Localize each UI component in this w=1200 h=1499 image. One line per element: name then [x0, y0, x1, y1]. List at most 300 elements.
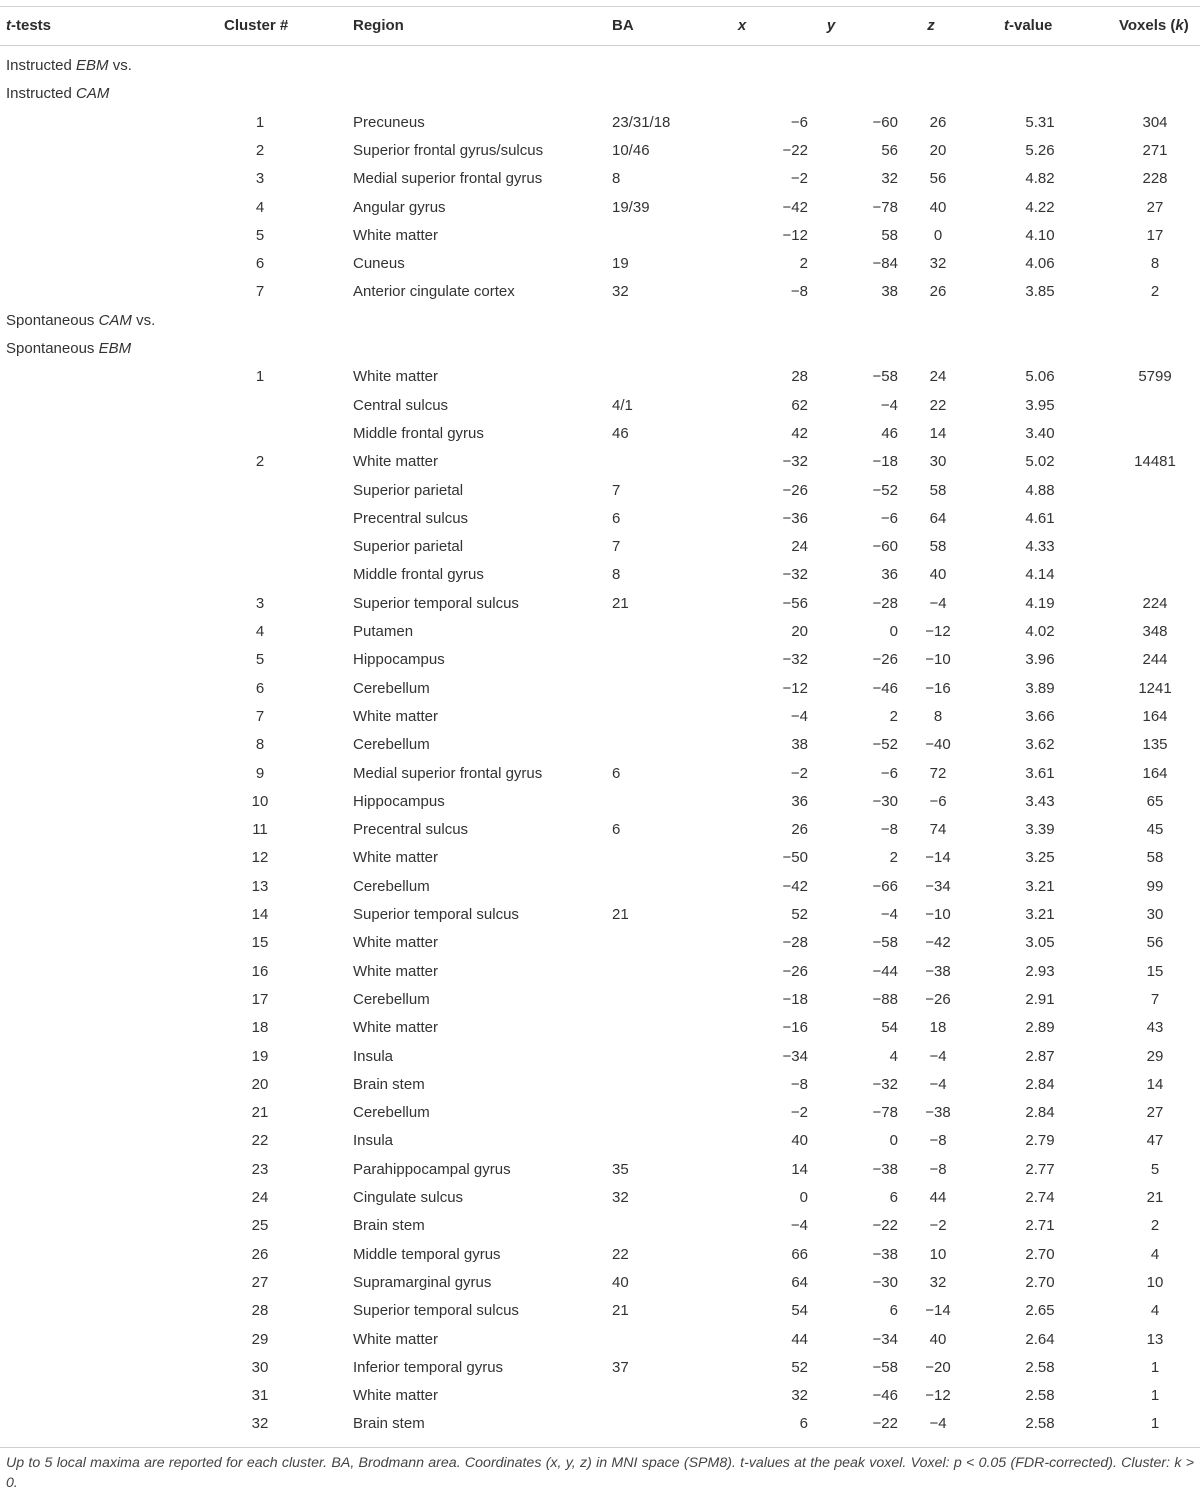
cell-y: −34 [872, 1330, 898, 1348]
cell-y: −4 [880, 396, 898, 414]
cell-t-value: 2.70 [1025, 1245, 1055, 1263]
cell-z: 26 [929, 283, 947, 301]
cell-x: 32 [791, 1387, 808, 1405]
cell-voxels: 21 [1146, 1189, 1164, 1206]
cell-z: −4 [929, 1075, 947, 1093]
cell-y: 6 [889, 1189, 898, 1206]
cell-y: −58 [872, 368, 898, 386]
cell-region: Superior temporal sulcus [353, 906, 519, 923]
cell-t-value: 3.21 [1025, 906, 1055, 923]
cell-voxels: 43 [1146, 1019, 1164, 1037]
cell-t-value: 3.89 [1025, 679, 1055, 697]
cell-cluster: 15 [251, 934, 269, 952]
cell-cluster: 11 [252, 821, 268, 839]
cell-z: 10 [929, 1245, 947, 1263]
cell-x: 28 [791, 368, 808, 386]
cell-y: −78 [872, 1104, 898, 1122]
cell-region: Hippocampus [353, 651, 445, 669]
cell-region: Parahippocampal gyrus [353, 1160, 511, 1178]
cell-y: −38 [872, 1160, 898, 1178]
cell-x: −36 [782, 509, 808, 527]
cell-voxels: 15 [1146, 962, 1164, 980]
cell-z: 0 [933, 226, 943, 244]
cell-y: 6 [889, 1302, 898, 1320]
cell-cluster: 32 [251, 1415, 269, 1433]
cell-region: Putamen [353, 623, 414, 640]
cell-t-value: 3.40 [1025, 424, 1055, 442]
cell-t-value: 2.65 [1025, 1302, 1055, 1320]
cell-t-value: 2.70 [1025, 1273, 1055, 1291]
cell-voxels: 164 [1142, 707, 1168, 725]
header-voxels: Voxels (k) [1119, 17, 1189, 34]
section-label: Instructed EBM vs. [6, 57, 132, 74]
cell-x: −4 [790, 1217, 808, 1235]
cell-voxels: 99 [1146, 877, 1164, 895]
cell-ba: 21 [612, 594, 629, 612]
cell-region: Brain stem [353, 1217, 425, 1235]
cell-region: Insula [353, 1047, 394, 1065]
cell-t-value: 3.05 [1025, 934, 1055, 952]
cell-ba: 37 [612, 1358, 629, 1376]
cell-y: −22 [872, 1217, 898, 1235]
cell-x: −2 [790, 1104, 808, 1122]
cell-region: Central sulcus [353, 396, 449, 414]
cell-region: Middle temporal gyrus [353, 1245, 501, 1263]
cell-ba: 22 [612, 1245, 629, 1263]
section-label: Instructed CAM [6, 85, 110, 103]
cell-cluster: 3 [255, 594, 265, 612]
cell-cluster: 3 [255, 170, 265, 188]
cell-voxels: 14 [1146, 1075, 1164, 1093]
header-tvalue: t-value [1004, 17, 1053, 34]
cell-z: −16 [925, 679, 951, 697]
cell-voxels: 4 [1150, 1302, 1160, 1320]
cell-y: 4 [889, 1047, 898, 1065]
cell-y: 0 [889, 1132, 898, 1150]
cell-z: 74 [929, 821, 947, 839]
cell-t-value: 3.66 [1025, 707, 1055, 725]
cell-y: −30 [872, 792, 898, 810]
cell-cluster: 4 [255, 198, 265, 216]
cell-t-value: 3.62 [1025, 736, 1055, 754]
cell-t-value: 2.71 [1025, 1217, 1055, 1235]
cell-region: Precuneus [353, 113, 425, 131]
cell-ba: 21 [612, 1302, 629, 1320]
cell-ba: 21 [612, 906, 629, 923]
cell-cluster: 9 [255, 764, 265, 782]
cell-region: Superior temporal sulcus [353, 1302, 519, 1320]
cell-cluster: 17 [251, 990, 269, 1008]
cell-region: White matter [353, 707, 439, 725]
cell-x: −12 [782, 226, 808, 244]
cell-ba: 8 [612, 566, 621, 584]
cell-x: 52 [791, 1358, 808, 1376]
cell-t-value: 3.95 [1025, 396, 1055, 414]
cell-cluster: 10 [251, 792, 269, 810]
header-ba: BA [612, 17, 634, 34]
header-region: Region [353, 17, 404, 34]
cell-y: −6 [880, 764, 898, 782]
cell-cluster: 30 [251, 1358, 269, 1376]
cell-y: 58 [881, 226, 898, 244]
cell-region: Cerebellum [353, 679, 430, 697]
cell-region: Superior parietal [353, 538, 464, 556]
cell-z: 72 [929, 764, 947, 782]
table-footnote: Up to 5 local maxima are reported for each cluster. BA, Brodmann area. Coordinates (x, y, z) in MNI space (SPM8). t-values at the peak voxel. Voxel: p < 0.05 (FDR-corrected). Cluster: k > 0. [6, 1455, 1194, 1491]
cell-y: −8 [880, 821, 898, 839]
cell-t-value: 4.10 [1025, 226, 1055, 244]
cell-x: −34 [782, 1047, 808, 1065]
cell-y: −52 [872, 481, 898, 499]
cell-z: −14 [925, 849, 951, 867]
cell-t-value: 2.84 [1025, 1075, 1055, 1093]
cell-x: 0 [799, 1189, 808, 1206]
cell-y: −28 [872, 594, 898, 612]
cell-z: 20 [929, 141, 947, 159]
cell-region: Cerebellum [353, 877, 430, 895]
cell-ba: 19 [612, 255, 629, 273]
cell-region: White matter [353, 849, 439, 867]
cell-ba: 7 [612, 481, 621, 499]
cell-z: −42 [925, 934, 951, 952]
cell-region: White matter [353, 368, 439, 386]
cell-cluster: 14 [251, 906, 269, 923]
cell-voxels: 56 [1146, 934, 1164, 952]
cell-z: −8 [929, 1160, 947, 1178]
cell-region: Middle frontal gyrus [353, 566, 484, 584]
cell-voxels: 271 [1142, 141, 1168, 159]
cell-region: Medial superior frontal gyrus [353, 170, 543, 188]
cell-ba: 32 [612, 1189, 629, 1206]
cell-x: 2 [799, 255, 808, 273]
cell-cluster: 7 [255, 707, 265, 725]
cell-z: 14 [929, 424, 947, 442]
cell-cluster: 5 [255, 226, 265, 244]
cell-t-value: 2.84 [1025, 1104, 1055, 1122]
cell-x: −26 [782, 962, 808, 980]
cell-x: 14 [791, 1160, 808, 1178]
cell-z: 32 [929, 1273, 947, 1291]
cell-region: Anterior cingulate cortex [353, 283, 515, 301]
cell-y: −46 [872, 679, 898, 697]
cell-cluster: 13 [251, 877, 269, 895]
cell-cluster: 12 [251, 849, 269, 867]
cell-voxels: 2 [1150, 1217, 1160, 1235]
cell-y: 0 [889, 623, 898, 640]
cell-z: −26 [925, 990, 951, 1008]
cell-ba: 4/1 [612, 396, 633, 414]
cell-z: 44 [929, 1189, 947, 1206]
cell-y: −88 [872, 990, 898, 1008]
section-label: Spontaneous EBM [6, 340, 132, 357]
cell-voxels: 58 [1146, 849, 1164, 867]
cell-voxels: 27 [1146, 198, 1164, 216]
cell-cluster: 19 [251, 1047, 269, 1065]
cell-cluster: 23 [251, 1160, 269, 1178]
section-label: Spontaneous CAM vs. [6, 311, 156, 329]
header-cluster: Cluster # [224, 17, 289, 34]
cell-region: Cingulate sulcus [353, 1189, 464, 1206]
header-z: z [927, 17, 935, 34]
cell-t-value: 5.26 [1025, 141, 1055, 159]
cell-ba: 6 [612, 821, 621, 839]
cell-z: 40 [929, 1330, 947, 1348]
cell-x: 64 [791, 1273, 808, 1291]
cell-z: −4 [929, 1047, 947, 1065]
cell-z: 26 [929, 113, 947, 131]
cell-z: 32 [929, 255, 947, 273]
cell-voxels: 65 [1146, 792, 1164, 810]
header-x: x [737, 17, 747, 34]
cell-voxels: 135 [1142, 736, 1168, 754]
cell-z: −6 [929, 792, 947, 810]
cell-z: −8 [929, 1132, 947, 1150]
header-rule [0, 45, 1200, 46]
cell-y: −58 [872, 1358, 898, 1376]
cell-voxels: 30 [1146, 906, 1164, 923]
cell-cluster: 24 [251, 1189, 269, 1206]
cell-x: −42 [782, 877, 808, 895]
cell-z: 40 [929, 566, 947, 584]
cell-z: −12 [925, 623, 951, 640]
cell-t-value: 2.58 [1025, 1415, 1055, 1433]
header-ttests: t-tests [6, 17, 52, 34]
cell-z: −34 [925, 877, 951, 895]
cell-t-value: 2.58 [1025, 1387, 1055, 1405]
cell-x: −2 [790, 170, 808, 188]
cell-t-value: 4.19 [1025, 594, 1055, 612]
cell-z: 18 [929, 1019, 947, 1037]
cell-voxels: 13 [1146, 1330, 1164, 1348]
cell-y: −22 [872, 1415, 898, 1433]
cell-t-value: 4.14 [1025, 566, 1055, 584]
cell-region: Precentral sulcus [353, 509, 469, 527]
cell-region: Brain stem [353, 1075, 425, 1093]
cell-x: −26 [782, 481, 808, 499]
cell-t-value: 4.88 [1025, 481, 1055, 499]
cell-z: −38 [925, 1104, 951, 1122]
cell-t-value: 2.64 [1025, 1330, 1055, 1348]
cell-x: −6 [790, 113, 808, 131]
cell-z: 58 [929, 538, 947, 556]
cell-y: −78 [872, 198, 898, 216]
cell-cluster: 29 [251, 1330, 269, 1348]
cell-voxels: 17 [1146, 226, 1164, 244]
cell-t-value: 2.77 [1025, 1160, 1055, 1178]
cell-cluster: 27 [251, 1273, 269, 1291]
cell-cluster: 8 [255, 736, 265, 754]
cell-t-value: 4.02 [1025, 623, 1055, 640]
cell-z: −10 [925, 651, 951, 669]
cell-x: 24 [791, 538, 808, 556]
cell-t-value: 5.02 [1025, 453, 1055, 471]
cell-region: Middle frontal gyrus [353, 424, 484, 442]
cell-region: White matter [353, 226, 439, 244]
cell-t-value: 5.06 [1025, 368, 1055, 386]
cell-voxels: 45 [1146, 821, 1164, 839]
cell-cluster: 31 [251, 1387, 269, 1405]
cell-region: Cuneus [353, 255, 405, 273]
cell-voxels: 5799 [1138, 368, 1172, 386]
cell-t-value: 5.31 [1025, 113, 1055, 131]
footnote-rule [0, 1447, 1200, 1448]
cell-t-value: 2.74 [1025, 1189, 1055, 1206]
cell-cluster: 21 [251, 1104, 269, 1122]
cell-z: −4 [929, 594, 947, 612]
cell-x: 66 [791, 1245, 808, 1263]
cell-y: 36 [881, 566, 898, 584]
cell-y: 56 [881, 141, 898, 159]
cell-ba: 7 [612, 538, 621, 556]
cell-z: −12 [925, 1387, 951, 1405]
cell-ba: 8 [612, 170, 621, 188]
cell-region: White matter [353, 1330, 439, 1348]
header-y: y [826, 17, 836, 34]
cell-y: −58 [872, 934, 898, 952]
cell-t-value: 4.61 [1025, 509, 1055, 527]
cell-x: 20 [791, 623, 808, 640]
cell-y: 2 [889, 849, 898, 867]
cell-x: −18 [782, 990, 808, 1008]
cell-region: Insula [353, 1132, 394, 1150]
cell-z: 40 [929, 198, 947, 216]
cell-x: −8 [790, 283, 808, 301]
cell-y: −66 [872, 877, 898, 895]
cell-cluster: 6 [255, 255, 265, 273]
cell-cluster: 16 [251, 962, 269, 980]
cell-t-value: 3.85 [1025, 283, 1055, 301]
cell-voxels: 348 [1142, 623, 1168, 640]
cell-y: −38 [872, 1245, 898, 1263]
cell-y: −46 [872, 1387, 898, 1405]
cell-x: 36 [791, 792, 808, 810]
cell-t-value: 3.25 [1025, 849, 1055, 867]
cell-y: −52 [872, 736, 898, 754]
cell-y: 38 [881, 283, 898, 301]
cell-ba: 6 [612, 509, 621, 527]
cell-ba: 23/31/18 [612, 113, 671, 131]
cell-z: 24 [929, 368, 947, 386]
cell-x: 6 [799, 1415, 808, 1433]
cell-x: −32 [782, 651, 808, 669]
cell-voxels: 1 [1150, 1358, 1160, 1376]
cell-region: Cerebellum [353, 736, 430, 754]
cell-voxels: 27 [1146, 1104, 1164, 1122]
cell-voxels: 10 [1146, 1273, 1164, 1291]
cell-region: Superior parietal [353, 481, 464, 499]
cell-cluster: 28 [251, 1302, 269, 1320]
cell-voxels: 244 [1142, 651, 1168, 669]
cell-cluster: 6 [255, 679, 265, 697]
cell-y: −44 [872, 962, 898, 980]
cell-cluster: 1 [255, 368, 265, 386]
cell-t-value: 3.43 [1025, 792, 1055, 810]
cell-region: White matter [353, 453, 439, 471]
cell-z: 30 [929, 453, 947, 471]
cell-y: −6 [880, 509, 898, 527]
cell-x: −28 [782, 934, 808, 952]
cell-voxels: 14481 [1134, 453, 1176, 471]
cell-voxels: 47 [1146, 1132, 1164, 1150]
cell-region: Angular gyrus [353, 198, 446, 216]
cell-ba: 40 [612, 1273, 629, 1291]
cell-cluster: 5 [255, 651, 265, 669]
cell-region: Inferior temporal gyrus [353, 1358, 504, 1376]
cell-ba: 19/39 [612, 198, 650, 216]
cell-x: −4 [790, 707, 808, 725]
cell-t-value: 3.61 [1025, 764, 1055, 782]
cell-t-value: 4.06 [1025, 255, 1055, 273]
cell-z: −4 [929, 1415, 947, 1433]
cell-x: −16 [782, 1019, 808, 1037]
cell-cluster: 22 [251, 1132, 269, 1150]
cell-cluster: 2 [255, 141, 265, 159]
cell-t-value: 2.58 [1025, 1358, 1055, 1376]
cell-y: −18 [872, 453, 898, 471]
cell-region: White matter [353, 1387, 439, 1405]
cell-z: 22 [929, 396, 947, 414]
cell-cluster: 1 [255, 113, 265, 131]
cell-x: 62 [791, 396, 808, 414]
cell-y: −32 [872, 1075, 898, 1093]
cell-voxels: 29 [1146, 1047, 1164, 1065]
cell-ba: 46 [612, 424, 629, 442]
cell-x: −56 [782, 594, 808, 612]
cell-x: 40 [791, 1132, 808, 1150]
cell-t-value: 4.33 [1025, 538, 1055, 556]
cell-z: 8 [933, 707, 943, 725]
cell-z: −10 [925, 906, 951, 923]
cell-region: Cerebellum [353, 1104, 430, 1122]
cell-voxels: 1 [1150, 1415, 1160, 1433]
cell-cluster: 25 [251, 1217, 269, 1235]
table-top-rule [0, 6, 1200, 7]
cell-voxels: 224 [1142, 594, 1168, 612]
cell-voxels: 7 [1150, 990, 1160, 1008]
cell-cluster: 7 [255, 283, 265, 301]
cell-x: −8 [790, 1075, 808, 1093]
cell-y: −84 [872, 255, 898, 273]
cell-region: Brain stem [353, 1415, 425, 1433]
cell-y: −4 [880, 906, 898, 923]
cell-x: −50 [782, 849, 808, 867]
cell-region: White matter [353, 1019, 439, 1037]
cell-y: 46 [881, 424, 898, 442]
cell-x: 38 [791, 736, 808, 754]
cell-t-value: 2.87 [1025, 1047, 1055, 1065]
cell-region: Medial superior frontal gyrus [353, 764, 543, 782]
cell-region: Supramarginal gyrus [353, 1273, 492, 1291]
cell-t-value: 2.89 [1025, 1019, 1055, 1037]
cell-region: Superior frontal gyrus/sulcus [353, 141, 544, 159]
cell-voxels: 228 [1142, 170, 1168, 188]
cell-z: 64 [929, 509, 947, 527]
cell-region: White matter [353, 934, 439, 952]
cell-z: −14 [925, 1302, 951, 1320]
cell-t-value: 4.82 [1025, 170, 1055, 188]
cell-cluster: 20 [251, 1075, 269, 1093]
cell-t-value: 3.96 [1025, 651, 1055, 669]
cell-t-value: 2.79 [1025, 1132, 1055, 1150]
cell-region: Precentral sulcus [353, 821, 469, 839]
cell-y: −26 [872, 651, 898, 669]
cell-voxels: 1241 [1138, 679, 1172, 697]
cell-x: 42 [791, 424, 808, 442]
cell-x: 44 [791, 1330, 808, 1348]
cell-x: −42 [782, 198, 808, 216]
cell-t-value: 3.39 [1025, 821, 1055, 839]
cell-x: 54 [791, 1302, 808, 1320]
